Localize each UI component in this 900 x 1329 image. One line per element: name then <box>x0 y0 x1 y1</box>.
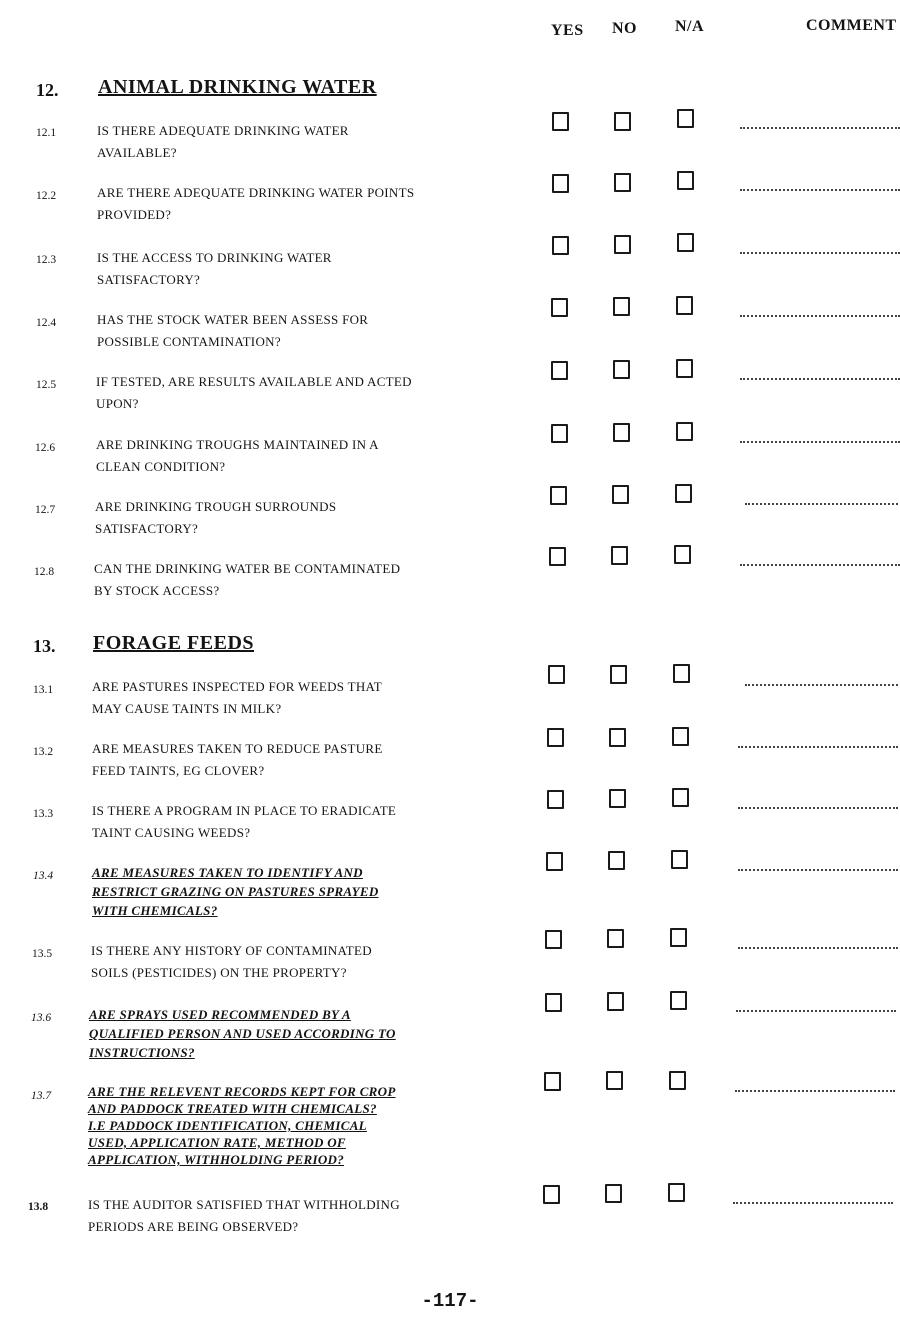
comment-field[interactable] <box>740 564 900 566</box>
question-number: 12.4 <box>36 317 57 329</box>
yes-checkbox[interactable] <box>545 993 562 1012</box>
yes-checkbox[interactable] <box>545 930 562 949</box>
question-line: IS THERE A PROGRAM IN PLACE TO ERADICATE <box>92 803 397 818</box>
yes-checkbox[interactable] <box>552 236 569 255</box>
comment-field[interactable] <box>740 441 900 443</box>
question-number: 12.2 <box>36 190 57 202</box>
yes-checkbox[interactable] <box>552 174 569 193</box>
na-checkbox[interactable] <box>676 422 693 441</box>
question-line: UPON? <box>96 396 139 411</box>
question-line: BY STOCK ACCESS? <box>94 583 220 598</box>
na-checkbox[interactable] <box>674 545 691 564</box>
question-line: IS THE AUDITOR SATISFIED THAT WITHHOLDING <box>88 1197 400 1212</box>
no-checkbox[interactable] <box>609 728 626 747</box>
question-line: ARE THE RELEVENT RECORDS KEPT FOR CROP <box>88 1084 396 1099</box>
question-line: CLEAN CONDITION? <box>96 459 226 474</box>
question-line: ARE MEASURES TAKEN TO IDENTIFY AND <box>92 865 363 880</box>
yes-checkbox[interactable] <box>544 1072 561 1091</box>
question-line: QUALIFIED PERSON AND USED ACCORDING TO <box>89 1026 396 1041</box>
question-line: ARE PASTURES INSPECTED FOR WEEDS THAT <box>92 679 383 694</box>
no-checkbox[interactable] <box>607 992 624 1011</box>
question-line: I.E PADDOCK IDENTIFICATION, CHEMICAL <box>88 1118 367 1133</box>
yes-checkbox[interactable] <box>551 361 568 380</box>
question-text <box>95 496 440 540</box>
yes-checkbox[interactable] <box>551 424 568 443</box>
na-checkbox[interactable] <box>676 359 693 378</box>
na-checkbox[interactable] <box>675 484 692 503</box>
comment-field[interactable] <box>745 684 900 686</box>
question-line: USED, APPLICATION RATE, METHOD OF <box>88 1135 346 1150</box>
no-checkbox[interactable] <box>614 173 631 192</box>
question-text <box>92 676 437 720</box>
comment-field[interactable] <box>735 1090 895 1092</box>
question-number: 13.4 <box>33 870 54 882</box>
na-checkbox[interactable] <box>676 296 693 315</box>
question-number: 12.8 <box>34 566 55 578</box>
no-checkbox[interactable] <box>609 789 626 808</box>
question-line: SOILS (PESTICIDES) ON THE PROPERTY? <box>91 965 347 980</box>
no-checkbox[interactable] <box>607 929 624 948</box>
comment-field[interactable] <box>740 189 900 191</box>
question-line: TAINT CAUSING WEEDS? <box>92 825 251 840</box>
na-checkbox[interactable] <box>670 928 687 947</box>
na-checkbox[interactable] <box>671 850 688 869</box>
question-text <box>94 558 439 602</box>
comment-field[interactable] <box>738 947 898 949</box>
no-checkbox[interactable] <box>613 360 630 379</box>
question-text <box>97 309 442 353</box>
question-line: POSSIBLE CONTAMINATION? <box>97 334 281 349</box>
section-title: ANIMAL DRINKING WATER <box>98 76 377 98</box>
question-line: MAY CAUSE TAINTS IN MILK? <box>92 701 282 716</box>
question-text <box>88 1083 433 1168</box>
question-line: APPLICATION, WITHHOLDING PERIOD? <box>88 1152 345 1167</box>
question-text <box>96 434 441 478</box>
comment-field[interactable] <box>740 252 900 254</box>
page-number: -117- <box>421 1290 479 1312</box>
question-text <box>97 247 442 291</box>
question-number: 13.7 <box>31 1090 52 1102</box>
question-number: 12.6 <box>35 442 56 454</box>
comment-field[interactable] <box>738 869 898 871</box>
no-checkbox[interactable] <box>611 546 628 565</box>
question-text <box>92 800 437 844</box>
question-text <box>91 940 436 984</box>
question-number: 13.1 <box>33 684 54 696</box>
question-number: 13.2 <box>33 746 54 758</box>
comment-field[interactable] <box>733 1202 893 1204</box>
no-checkbox[interactable] <box>613 423 630 442</box>
comment-field[interactable] <box>738 807 898 809</box>
section-number: 12. <box>36 80 59 100</box>
comment-field[interactable] <box>740 378 900 380</box>
na-checkbox[interactable] <box>677 233 694 252</box>
no-checkbox[interactable] <box>614 235 631 254</box>
no-checkbox[interactable] <box>605 1184 622 1203</box>
na-checkbox[interactable] <box>677 171 694 190</box>
no-checkbox[interactable] <box>612 485 629 504</box>
question-line: RESTRICT GRAZING ON PASTURES SPRAYED <box>92 884 379 899</box>
comment-field[interactable] <box>738 746 898 748</box>
column-header-na: N/A <box>675 18 705 35</box>
question-number: 13.6 <box>31 1012 52 1024</box>
question-line: PROVIDED? <box>97 207 172 222</box>
yes-checkbox[interactable] <box>551 298 568 317</box>
na-checkbox[interactable] <box>672 788 689 807</box>
question-line: HAS THE STOCK WATER BEEN ASSESS FOR <box>97 312 369 327</box>
na-checkbox[interactable] <box>677 109 694 128</box>
column-header-no: NO <box>612 20 637 37</box>
column-header-yes: YES <box>551 22 584 39</box>
question-text <box>88 1194 433 1238</box>
question-line: CAN THE DRINKING WATER BE CONTAMINATED <box>94 561 401 576</box>
yes-checkbox[interactable] <box>546 852 563 871</box>
question-number: 12.7 <box>35 504 56 516</box>
no-checkbox[interactable] <box>613 297 630 316</box>
question-text <box>96 371 441 415</box>
question-line: AVAILABLE? <box>97 145 177 160</box>
question-line: IS THERE ANY HISTORY OF CONTAMINATED <box>91 943 372 958</box>
section-title: FORAGE FEEDS <box>93 632 255 654</box>
yes-checkbox[interactable] <box>547 790 564 809</box>
question-line: ARE SPRAYS USED RECOMMENDED BY A <box>89 1007 351 1022</box>
question-line: AND PADDOCK TREATED WITH CHEMICALS? <box>88 1101 377 1116</box>
yes-checkbox[interactable] <box>550 486 567 505</box>
question-line: FEED TAINTS, EG CLOVER? <box>92 763 265 778</box>
na-checkbox[interactable] <box>670 991 687 1010</box>
comment-field[interactable] <box>745 503 900 505</box>
question-text <box>97 182 442 226</box>
question-text <box>89 1005 434 1062</box>
comment-field[interactable] <box>740 315 900 317</box>
question-number: 12.1 <box>36 127 57 139</box>
comment-field[interactable] <box>740 127 900 129</box>
question-number: 13.8 <box>28 1201 49 1213</box>
question-line: IS THE ACCESS TO DRINKING WATER <box>97 250 332 265</box>
no-checkbox[interactable] <box>614 112 631 131</box>
question-line: ARE MEASURES TAKEN TO REDUCE PASTURE <box>92 741 383 756</box>
question-line: INSTRUCTIONS? <box>89 1045 195 1060</box>
yes-checkbox[interactable] <box>543 1185 560 1204</box>
question-text <box>92 863 437 920</box>
question-number: 12.3 <box>36 254 57 266</box>
yes-checkbox[interactable] <box>549 547 566 566</box>
no-checkbox[interactable] <box>608 851 625 870</box>
question-line: SATISFACTORY? <box>97 272 201 287</box>
yes-checkbox[interactable] <box>547 728 564 747</box>
question-number: 13.5 <box>32 948 53 960</box>
comment-field[interactable] <box>736 1010 896 1012</box>
na-checkbox[interactable] <box>672 727 689 746</box>
no-checkbox[interactable] <box>606 1071 623 1090</box>
question-number: 12.5 <box>36 379 57 391</box>
question-line: IS THERE ADEQUATE DRINKING WATER <box>97 123 349 138</box>
no-checkbox[interactable] <box>610 665 627 684</box>
question-line: WITH CHEMICALS? <box>92 903 218 918</box>
section-number: 13. <box>33 636 56 656</box>
na-checkbox[interactable] <box>673 664 690 683</box>
question-text <box>97 120 442 164</box>
question-line: ARE DRINKING TROUGH SURROUNDS <box>95 499 337 514</box>
question-line: PERIODS ARE BEING OBSERVED? <box>88 1219 299 1234</box>
yes-checkbox[interactable] <box>552 112 569 131</box>
question-text <box>92 738 437 782</box>
question-line: ARE DRINKING TROUGHS MAINTAINED IN A <box>96 437 379 452</box>
na-checkbox[interactable] <box>669 1071 686 1090</box>
yes-checkbox[interactable] <box>548 665 565 684</box>
question-line: ARE THERE ADEQUATE DRINKING WATER POINTS <box>97 185 415 200</box>
question-line: SATISFACTORY? <box>95 521 199 536</box>
na-checkbox[interactable] <box>668 1183 685 1202</box>
question-number: 13.3 <box>33 808 54 820</box>
question-line: IF TESTED, ARE RESULTS AVAILABLE AND ACTED <box>96 374 412 389</box>
column-header-comment: COMMENT <box>806 17 897 34</box>
